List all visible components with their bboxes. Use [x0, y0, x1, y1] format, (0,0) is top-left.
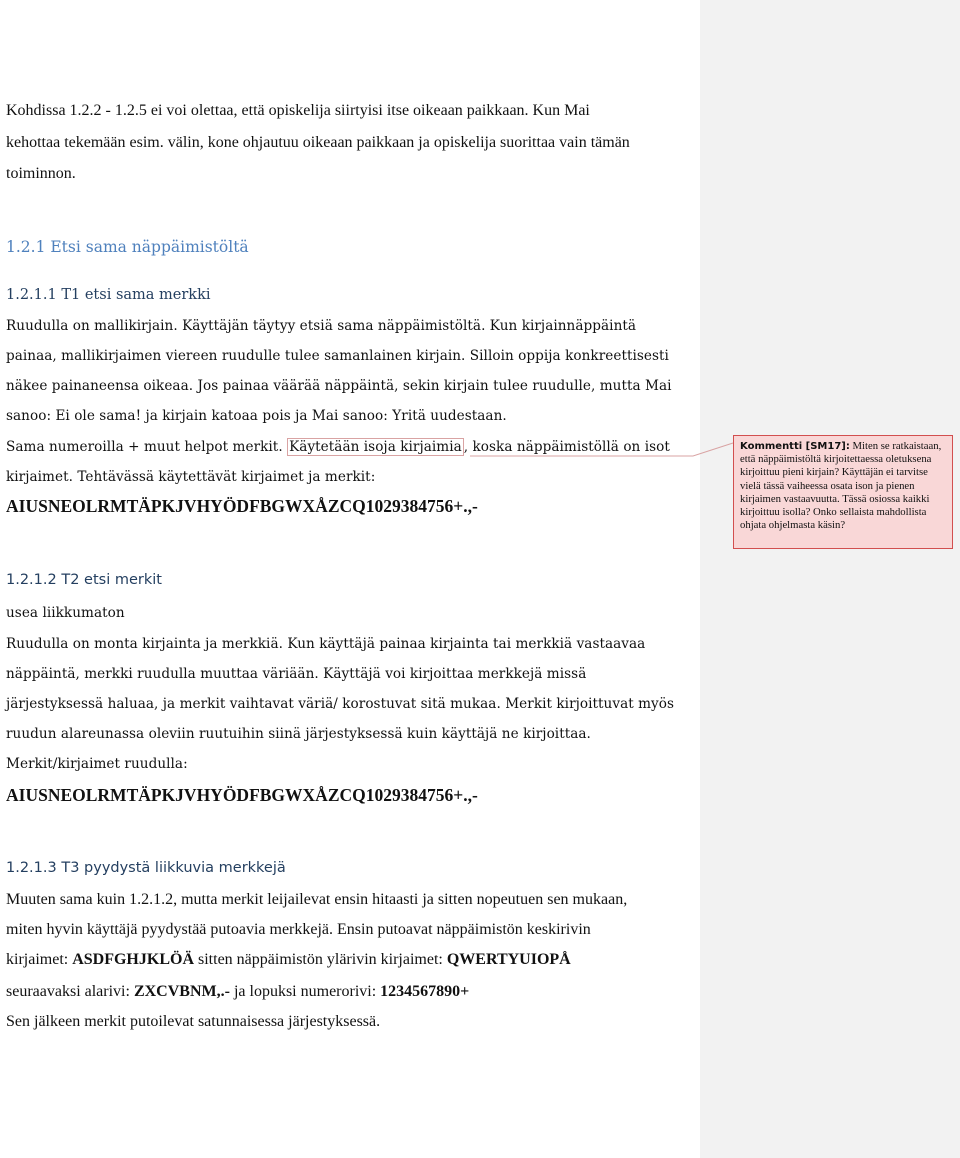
t2-line-1: Ruudulla on monta kirjainta ja merkkiä. Kun käyttäjä painaa kirjainta tai merkkiä vastaavaa — [6, 636, 646, 652]
bottom-row-keys: ZXCVBNM,.- — [133, 983, 230, 1000]
section-heading: 1.2.1 Etsi sama näppäimistöltä — [6, 238, 249, 256]
t1-line-5-pre: Sama numeroilla + muut helpot merkit. — [6, 439, 288, 455]
t3-line-3-pre: kirjaimet: — [6, 951, 73, 968]
comment-text: Miten se ratkaistaan, että näppäimistöltä kirjoitettaessa oletuksena kirjoittuu pieni kirjain? Käyttäjän ei tarvitse vielä tässä vaiheessa osata ison ja pienen kirjaimen vastaavuutta. Tässä osiossa kaikki kirjoittuu isolla? Onko sellaista mahdollista ohjata ohjelmasta käsin? — [740, 440, 942, 532]
t3-heading: 1.2.1.3 T3 pyydystä liikkuvia merkkejä — [6, 860, 286, 876]
top-row-keys: QWERTYUIOPÅ — [446, 951, 571, 968]
t2-heading: 1.2.1.2 T2 etsi merkit — [6, 572, 162, 588]
t3-line-3 — [6, 950, 571, 970]
t2-line-3: järjestyksessä haluaa, ja merkit vaihtavat väriä/ korostuvat sitä mukaa. Merkit kirjoittuvat myös — [6, 696, 675, 712]
t1-line-5 — [6, 437, 670, 457]
home-row-keys: ASDFGHJKLÖÄ — [72, 951, 194, 968]
comment-balloon[interactable] — [733, 435, 953, 549]
t1-line-6: kirjaimet. Tehtävässä käytettävät kirjaimet ja merkit: — [6, 469, 376, 485]
t3-line-1: Muuten sama kuin 1.2.1.2, mutta merkit leijailevat ensin hitaasti ja sitten nopeutuen sen mukaan, — [6, 891, 628, 908]
t2-subtitle: usea liikkumaton — [6, 605, 125, 621]
t3-line-3-mid: sitten näppäimistön ylärivin kirjaimet: — [194, 951, 447, 968]
t3-line-4 — [6, 982, 469, 1002]
t2-line-2: näppäintä, merkki ruudulla muuttaa väriään. Käyttäjä voi kirjoittaa merkkejä missä — [6, 666, 587, 682]
t1-line-4: sanoo: Ei ole sama! ja kirjain katoaa pois ja Mai sanoo: Yritä uudestaan. — [6, 408, 507, 424]
t1-line-3: näkee painaneensa oikeaa. Jos painaa väärää näppäintä, sekin kirjain tulee ruudulle, mutta Mai — [6, 378, 672, 394]
intro-line-2: kehottaa tekemään esim. välin, kone ohjautuu oikeaan paikkaan ja opiskelija suorittaa vain tämän — [6, 134, 630, 151]
t3-line-2: miten hyvin käyttäjä pyydystää putoavia merkkejä. Ensin putoavat näppäimistön keskirivin — [6, 921, 591, 938]
comment-label: Kommentti [SM17]: — [740, 441, 850, 452]
t1-line-1: Ruudulla on mallikirjain. Käyttäjän täytyy etsiä sama näppäimistöltä. Kun kirjainnäppäintä — [6, 318, 637, 334]
t2-line-4: ruudun alareunassa oleviin ruutuihin siinä järjestyksessä kuin käyttäjä ne kirjoittaa. — [6, 726, 591, 742]
t1-characters: AIUSNEOLRMTÄPKJVHYÖDFBGWXÅZCQ1029384756+.,- — [6, 496, 478, 516]
t3-line-4-mid: ja lopuksi numerorivi: — [229, 983, 381, 1000]
t1-heading: 1.2.1.1 T1 etsi sama merkki — [6, 287, 211, 303]
comment-margin-pane — [700, 0, 960, 1158]
t2-characters: AIUSNEOLRMTÄPKJVHYÖDFBGWXÅZCQ1029384756+.,- — [6, 785, 478, 805]
t2-line-5: Merkit/kirjaimet ruudulla: — [6, 756, 188, 772]
commented-text[interactable]: Käytetään isoja kirjaimia — [289, 439, 462, 455]
t1-line-2: painaa, mallikirjaimen viereen ruudulle tulee samanlainen kirjain. Silloin oppija konkreettisesti — [6, 348, 669, 364]
t3-line-5: Sen jälkeen merkit putoilevat satunnaisessa järjestyksessä. — [6, 1013, 381, 1030]
intro-line-3: toiminnon. — [6, 165, 76, 182]
intro-line-1: Kohdissa 1.2.2 - 1.2.5 ei voi olettaa, että opiskelija siirtyisi itse oikeaan paikkaan. Kun Mai — [6, 102, 590, 119]
number-row-keys: 1234567890+ — [380, 983, 470, 1000]
t1-line-5-post: , koska näppäimistöllä on isot — [463, 439, 670, 455]
t3-line-4-pre: seuraavaksi alarivi: — [6, 983, 134, 1000]
